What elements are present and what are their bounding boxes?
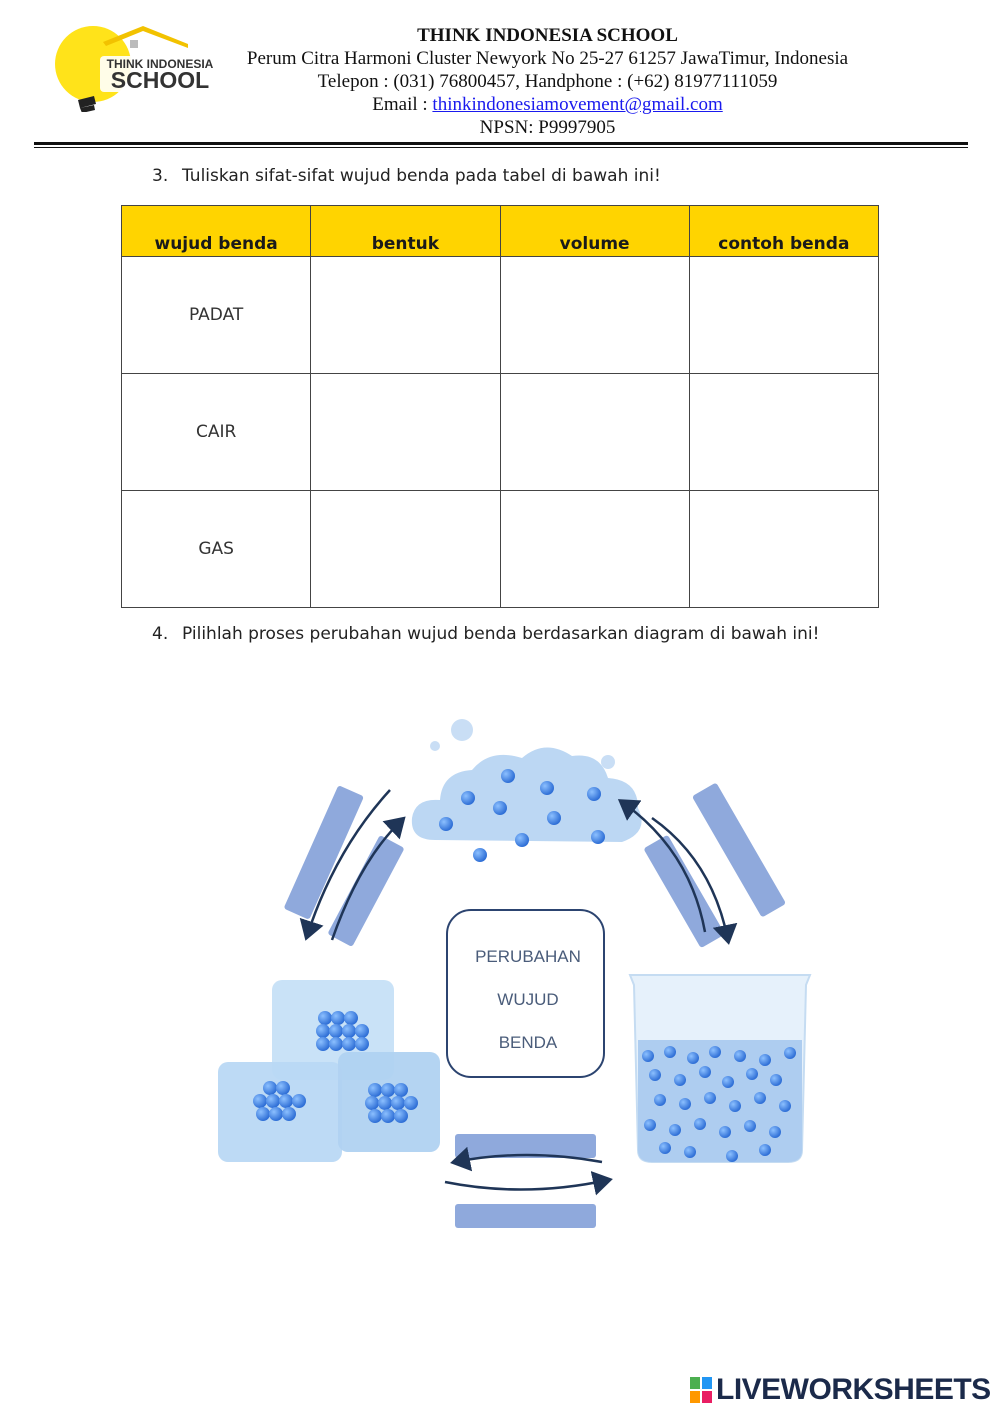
question-4 [152, 624, 819, 644]
beaker-liquid [630, 975, 810, 1162]
question-3-number: 3. [152, 166, 169, 186]
question-4-number: 4. [152, 624, 169, 644]
header-volume: volume [500, 206, 689, 257]
arrow-solid-to-liquid [445, 1180, 608, 1190]
watermark-text: LIVEWORKSHEETS [716, 1373, 991, 1406]
answer-box-gas-liquid-outer[interactable] [692, 782, 786, 917]
row-label-gas: GAS [122, 491, 311, 608]
answer-cell[interactable] [311, 491, 500, 608]
email-label: Email : [372, 94, 433, 115]
email-link[interactable]: thinkindonesiamovement@gmail.com [432, 94, 723, 115]
answer-cell[interactable] [311, 374, 500, 491]
school-address: Perum Citra Harmoni Cluster Newyork No 25-27 61257 JawaTimur, Indonesia [246, 48, 849, 69]
school-email-line [220, 93, 875, 116]
header-rule-thin [34, 147, 968, 148]
school-name: THINK INDONESIA SCHOOL [417, 25, 678, 46]
svg-text:THINK INDONESIA: THINK INDONESIA [106, 57, 214, 71]
question-3-text: Tuliskan sifat-sifat wujud benda pada tabel di bawah ini! [182, 166, 661, 186]
question-3 [152, 166, 661, 186]
answer-cell[interactable] [689, 374, 878, 491]
school-npsn: NPSN: P9997905 [479, 117, 616, 138]
center-label-box [447, 910, 604, 1077]
gas-cloud [412, 719, 642, 862]
liveworksheets-logo-icon [690, 1377, 712, 1403]
school-info [220, 24, 875, 139]
answer-cell[interactable] [500, 257, 689, 374]
center-label-line3: BENDA [498, 1033, 558, 1052]
answer-cell[interactable] [500, 374, 689, 491]
letterhead [0, 0, 1000, 150]
table-row [122, 491, 879, 608]
ice-cubes-solid [218, 980, 440, 1162]
liveworksheets-watermark [690, 1372, 991, 1408]
row-label-cair: CAIR [122, 374, 311, 491]
state-change-diagram [160, 700, 860, 1260]
header-contoh-benda: contoh benda [689, 206, 878, 257]
header-rule-thick [34, 142, 968, 145]
row-label-padat: PADAT [122, 257, 311, 374]
table-row [122, 374, 879, 491]
center-label-line1: PERUBAHAN [475, 947, 581, 966]
answer-box-solid-liquid[interactable] [455, 1204, 596, 1228]
answer-cell[interactable] [500, 491, 689, 608]
school-phone: Telepon : (031) 76800457, Handphone : (+62) 81977111059 [317, 71, 778, 92]
school-logo [48, 22, 228, 112]
table-header-row [122, 206, 879, 257]
answer-cell[interactable] [689, 257, 878, 374]
svg-text:SCHOOL: SCHOOL [110, 67, 210, 93]
center-label-line2: WUJUD [497, 990, 559, 1009]
question-4-text: Pilihlah proses perubahan wujud benda berdasarkan diagram di bawah ini! [182, 624, 820, 644]
answer-cell[interactable] [689, 491, 878, 608]
header-wujud-benda: wujud benda [122, 206, 311, 257]
table-row [122, 257, 879, 374]
answer-cell[interactable] [311, 257, 500, 374]
properties-table [121, 205, 879, 608]
header-bentuk: bentuk [311, 206, 500, 257]
